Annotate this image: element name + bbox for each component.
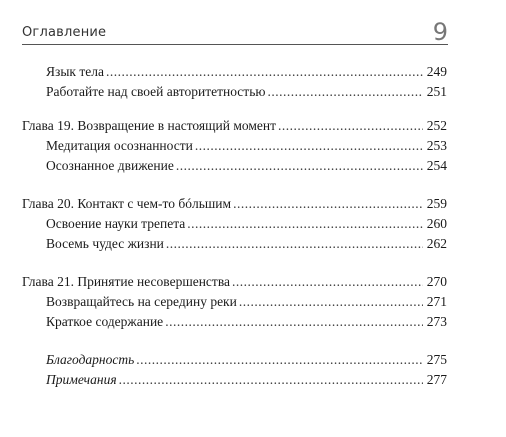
toc-entry-page: 270 [426,274,447,289]
toc-entry-page: 271 [426,294,447,309]
toc-chapter-entry [22,196,447,216]
toc-entry [22,84,447,104]
toc-entry [22,158,447,178]
toc-entry [22,294,447,314]
toc-entry [22,64,447,84]
toc-entry-page: 249 [426,64,447,79]
toc-entry [22,216,447,236]
toc-entry [22,138,447,158]
toc-entry-page: 260 [426,216,447,231]
toc-chapter-title: Глава 20. Контакт с чем-то бóльшим [22,196,232,211]
toc-entry-title: Краткое содержание [46,314,164,329]
toc-entry-page: 275 [426,352,447,367]
toc-entry-page: 262 [426,236,447,251]
toc-entry-title: Осознанное движение [46,158,174,173]
toc-chapter-title: Глава 21. Принятие несовершенства [22,274,231,289]
toc-entry [22,352,447,372]
toc-leader-dots [232,274,423,290]
toc-entry-page: 254 [426,158,447,173]
toc-entry-title: Благодарность [46,352,135,367]
toc-entry-page: 259 [426,196,447,211]
toc-entry [22,372,447,392]
toc-chapter-title: Глава 19. Возвращение в настоящий момент [22,118,277,133]
toc-entry-title: Язык тела [46,64,104,79]
toc-entry-title: Медитация осознанности [46,138,193,153]
toc-leader-dots [278,118,423,134]
toc-leader-dots [267,84,423,100]
toc-leader-dots [119,372,423,388]
running-header [22,16,448,45]
toc-entry [22,314,447,334]
toc-entry-title: Примечания [46,372,117,387]
toc-leader-dots [195,138,423,154]
toc-entry-page: 277 [426,372,447,387]
toc-entry [22,236,447,256]
toc-leader-dots [106,64,423,80]
toc-leader-dots [239,294,423,310]
toc-leader-dots [166,236,423,252]
toc-entry-title: Восемь чудес жизни [46,236,164,251]
toc-entry-title: Возвращайтесь на середину реки [46,294,237,309]
toc-entry-page: 273 [426,314,447,329]
toc-chapter-entry [22,274,447,294]
toc-entry-title: Работайте над своей авторитетностью [46,84,266,99]
toc-leader-dots [233,196,423,212]
toc-chapter-entry [22,118,447,138]
toc-leader-dots [187,216,423,232]
toc-entry-page: 252 [426,118,447,133]
table-of-contents [22,64,447,392]
toc-leader-dots [165,314,423,330]
toc-entry-page: 253 [426,138,447,153]
toc-entry-page: 251 [426,84,447,99]
running-title: Оглавление [22,25,107,40]
toc-entry-title: Освоение науки трепета [46,216,186,231]
toc-leader-dots [136,352,423,368]
toc-leader-dots [176,158,423,174]
page-number: 9 [432,18,448,46]
